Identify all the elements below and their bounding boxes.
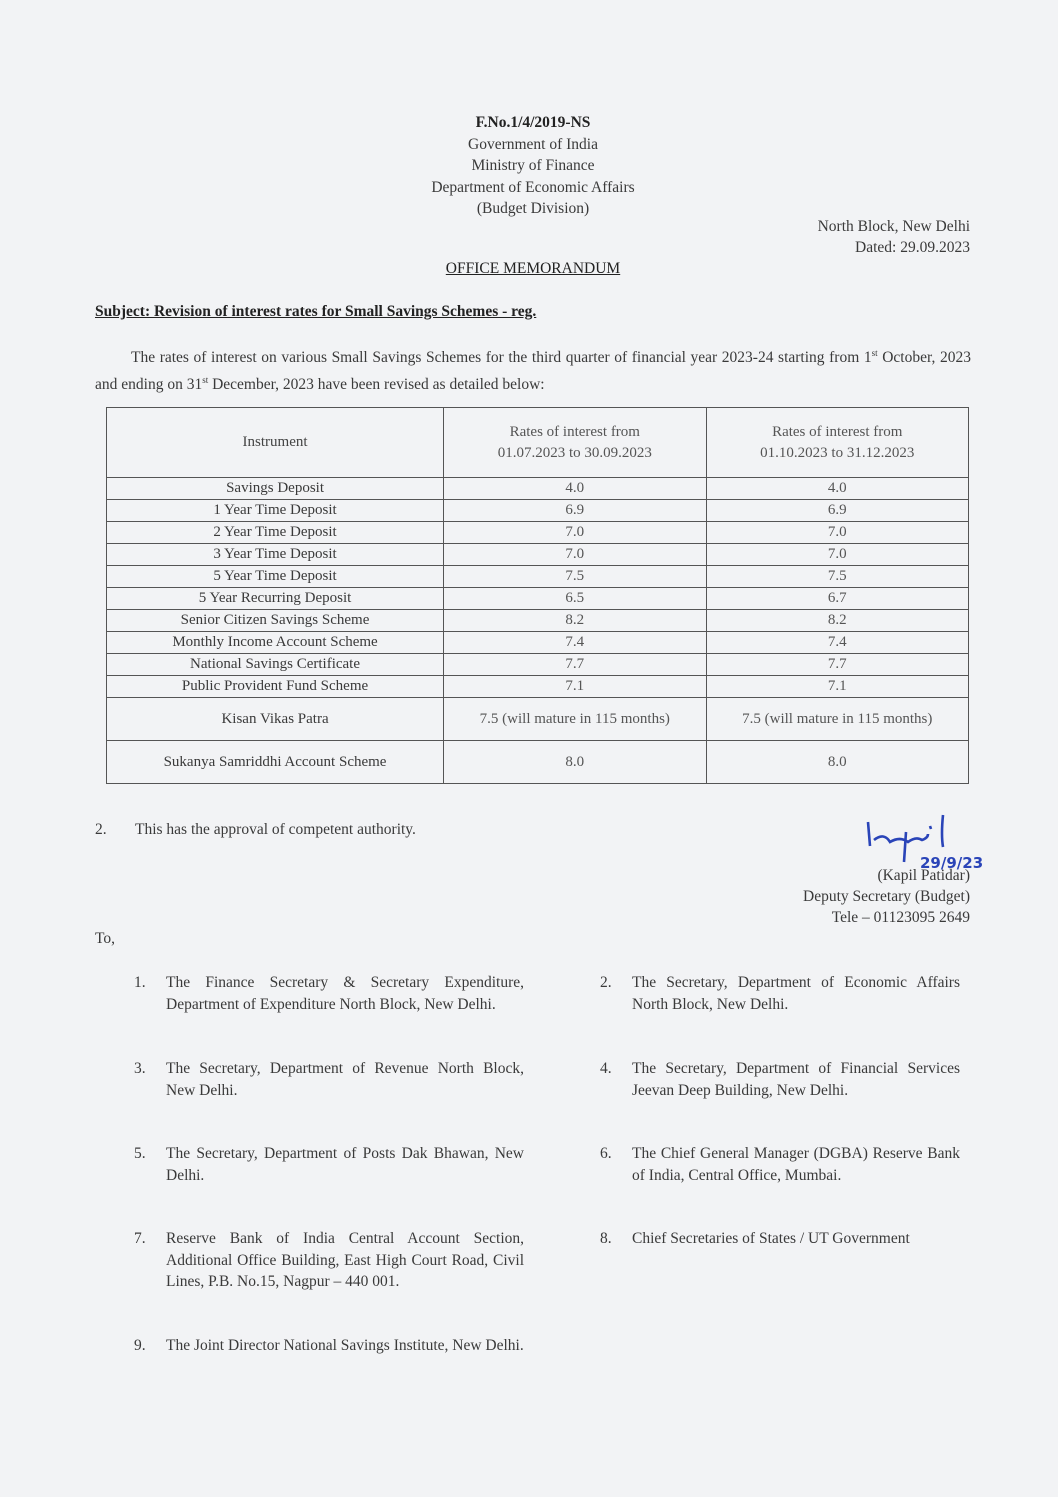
file-number: F.No.1/4/2019-NS [475, 114, 591, 131]
new-rate-cell [706, 522, 968, 544]
recipient-text: The Joint Director National Savings Institute, New Delhi. [166, 1337, 524, 1354]
letterhead [0, 112, 1058, 220]
cell-text: 6.5 [565, 590, 585, 606]
table-row [107, 588, 969, 610]
new-rate-cell [706, 566, 968, 588]
note-text: This has the approval of competent authority. [135, 821, 416, 838]
recipient-item [134, 972, 524, 1015]
old-rate-cell [444, 654, 706, 676]
header-new-rate-text: Rates of interest from 01.10.2023 to 31.12.2023 [760, 423, 915, 461]
recipient-number: 9. [134, 1337, 146, 1354]
cell-text: 4.0 [565, 480, 585, 496]
new-rate-cell [706, 632, 968, 654]
date: Dated: 29.09.2023 [855, 239, 970, 256]
cell-text: 6.7 [827, 590, 847, 606]
recipient-number: 1. [134, 974, 146, 991]
instrument-cell [107, 478, 444, 500]
cell-text: 7.5 [827, 568, 847, 584]
recipient-item [134, 1058, 524, 1101]
cell-text: 8.2 [565, 612, 585, 628]
cell-text: 7.0 [565, 546, 585, 562]
cell-text: 2 Year Time Deposit [213, 524, 337, 540]
superscript: st [871, 348, 878, 358]
header-new-rate [706, 408, 968, 478]
cell-text: 7.0 [827, 546, 847, 562]
cell-text: 7.4 [565, 634, 585, 650]
instrument-cell [107, 676, 444, 698]
old-rate-cell [444, 566, 706, 588]
instrument-cell [107, 544, 444, 566]
recipient-item [134, 1143, 524, 1186]
table-header-row [107, 408, 969, 478]
letterhead-line: Government of India [468, 135, 598, 153]
header-old-rate [444, 408, 706, 478]
header-instrument: Instrument [107, 408, 444, 478]
intro-text: The rates of interest on various Small Savings Schemes for the third quarter of financial year 2023-24 starting from 1 [131, 349, 872, 367]
cell-text: 8.2 [827, 612, 847, 628]
approval-note [95, 821, 416, 839]
table-row [107, 698, 969, 741]
cell-text: 7.5 [565, 568, 585, 584]
cell-text: 7.0 [565, 524, 585, 540]
recipient-number: 4. [600, 1060, 612, 1077]
cell-text: Kisan Vikas Patra [221, 710, 329, 727]
cell-text: 7.1 [827, 678, 847, 694]
note-number: 2. [95, 821, 107, 838]
new-rate-cell [706, 544, 968, 566]
new-rate-cell [706, 500, 968, 522]
recipient-text: The Secretary, Department of Revenue North Block, New Delhi. [166, 1060, 524, 1099]
old-rate-cell [444, 632, 706, 654]
instrument-cell [107, 522, 444, 544]
recipient-number: 5. [134, 1145, 146, 1162]
instrument-cell [107, 632, 444, 654]
old-rate-cell [444, 741, 706, 784]
recipient-number: 7. [134, 1230, 146, 1247]
table-row [107, 654, 969, 676]
instrument-cell [107, 610, 444, 632]
cell-text: 8.0 [565, 753, 585, 770]
cell-text: Senior Citizen Savings Scheme [180, 612, 370, 628]
place: North Block, New Delhi [817, 218, 970, 235]
cell-text: Sukanya Samriddhi Account Scheme [163, 753, 387, 770]
cell-text: 7.0 [827, 524, 847, 540]
cell-text: 5 Year Time Deposit [213, 568, 337, 584]
new-rate-cell [706, 654, 968, 676]
old-rate-cell [444, 500, 706, 522]
table-row [107, 522, 969, 544]
recipient-text: Reserve Bank of India Central Account Section, Additional Office Building, East High Court Road, Civil Lines, P.B. No.15, Nagpur – 440 001. [166, 1230, 524, 1290]
letterhead-line: (Budget Division) [476, 200, 590, 217]
old-rate-cell [444, 522, 706, 544]
letterhead-line: Department of Economic Affairs [431, 178, 635, 196]
instrument-cell [107, 588, 444, 610]
recipient-number: 3. [134, 1060, 146, 1077]
table-row [107, 478, 969, 500]
cell-text: 7.5 (will mature in 115 months) [742, 710, 933, 727]
superscript: st [202, 375, 209, 386]
recipient-number: 8. [600, 1230, 612, 1247]
recipient-text: The Finance Secretary & Secretary Expenditure, Department of Expenditure North Block, New Delhi. [166, 974, 524, 1013]
intro-paragraph [95, 342, 971, 396]
old-rate-cell [444, 698, 706, 741]
signatory-name: (Kapil Patidar) [877, 867, 970, 884]
recipient-text: The Secretary, Department of Posts Dak Bhawan, New Delhi. [166, 1145, 524, 1184]
header-old-rate-text: Rates of interest from 01.07.2023 to 30.09.2023 [497, 423, 652, 461]
cell-text: 8.0 [827, 753, 847, 770]
interest-rates-table [106, 407, 969, 784]
cell-text: 7.7 [827, 656, 847, 672]
intro-text: October, 2023 and ending on 31 [95, 349, 971, 394]
recipient-text: The Chief General Manager (DGBA) Reserve Bank of India, Central Office, Mumbai. [632, 1145, 960, 1184]
document-title: OFFICE MEMORANDUM [445, 260, 621, 277]
cell-text: 5 Year Recurring Deposit [198, 590, 352, 606]
new-rate-cell [706, 698, 968, 741]
cell-text: 7.1 [565, 678, 585, 694]
table-row [107, 500, 969, 522]
letterhead-line: Ministry of Finance [471, 157, 595, 174]
instrument-cell [107, 698, 444, 741]
instrument-cell [107, 654, 444, 676]
old-rate-cell [444, 610, 706, 632]
new-rate-cell [706, 676, 968, 698]
new-rate-cell [706, 478, 968, 500]
recipient-item [600, 1228, 960, 1250]
cell-text: Monthly Income Account Scheme [172, 634, 378, 650]
to-label: To, [95, 930, 116, 947]
recipient-item [134, 1228, 524, 1293]
instrument-cell [107, 741, 444, 784]
cell-text: 7.7 [565, 656, 585, 672]
cell-text: 4.0 [827, 480, 847, 496]
table-row [107, 741, 969, 784]
old-rate-cell [444, 676, 706, 698]
table-row [107, 632, 969, 654]
cell-text: 3 Year Time Deposit [213, 546, 337, 562]
signature-date: 29/9/23 [920, 854, 984, 872]
recipient-number: 2. [600, 974, 612, 991]
recipient-text: The Secretary, Department of Economic Affairs North Block, New Delhi. [632, 974, 960, 1013]
table-row [107, 566, 969, 588]
cell-text: Public Provident Fund Scheme [181, 678, 369, 694]
cell-text: 1 Year Time Deposit [213, 502, 337, 518]
instrument-cell [107, 566, 444, 588]
cell-text: Savings Deposit [226, 480, 324, 496]
intro-text: December, 2023 have been revised as detailed below: [208, 376, 545, 394]
cell-text: National Savings Certificate [190, 656, 360, 672]
signatory-phone: Tele – 01123095 2649 [831, 909, 970, 926]
instrument-cell [107, 500, 444, 522]
cell-text: 6.9 [565, 502, 585, 518]
cell-text: 7.5 (will mature in 115 months) [479, 710, 670, 727]
table-row [107, 544, 969, 566]
cell-text: 6.9 [827, 502, 847, 518]
table-row [107, 676, 969, 698]
subject: Subject: Revision of interest rates for Small Savings Schemes - reg. [95, 303, 537, 320]
recipient-number: 6. [600, 1145, 612, 1162]
signatory-block [803, 865, 970, 928]
new-rate-cell [706, 588, 968, 610]
recipient-item [600, 1058, 960, 1101]
place-date [818, 216, 970, 258]
table-row [107, 610, 969, 632]
new-rate-cell [706, 610, 968, 632]
recipient-item [600, 972, 960, 1015]
old-rate-cell [444, 544, 706, 566]
recipient-item [600, 1143, 960, 1186]
new-rate-cell [706, 741, 968, 784]
recipient-text: Chief Secretaries of States / UT Government [632, 1230, 910, 1247]
cell-text: 7.4 [827, 634, 847, 650]
old-rate-cell [444, 478, 706, 500]
signatory-designation: Deputy Secretary (Budget) [803, 888, 970, 905]
old-rate-cell [444, 588, 706, 610]
recipient-text: The Secretary, Department of Financial Services Jeevan Deep Building, New Delhi. [632, 1060, 960, 1099]
recipient-item [134, 1335, 524, 1357]
